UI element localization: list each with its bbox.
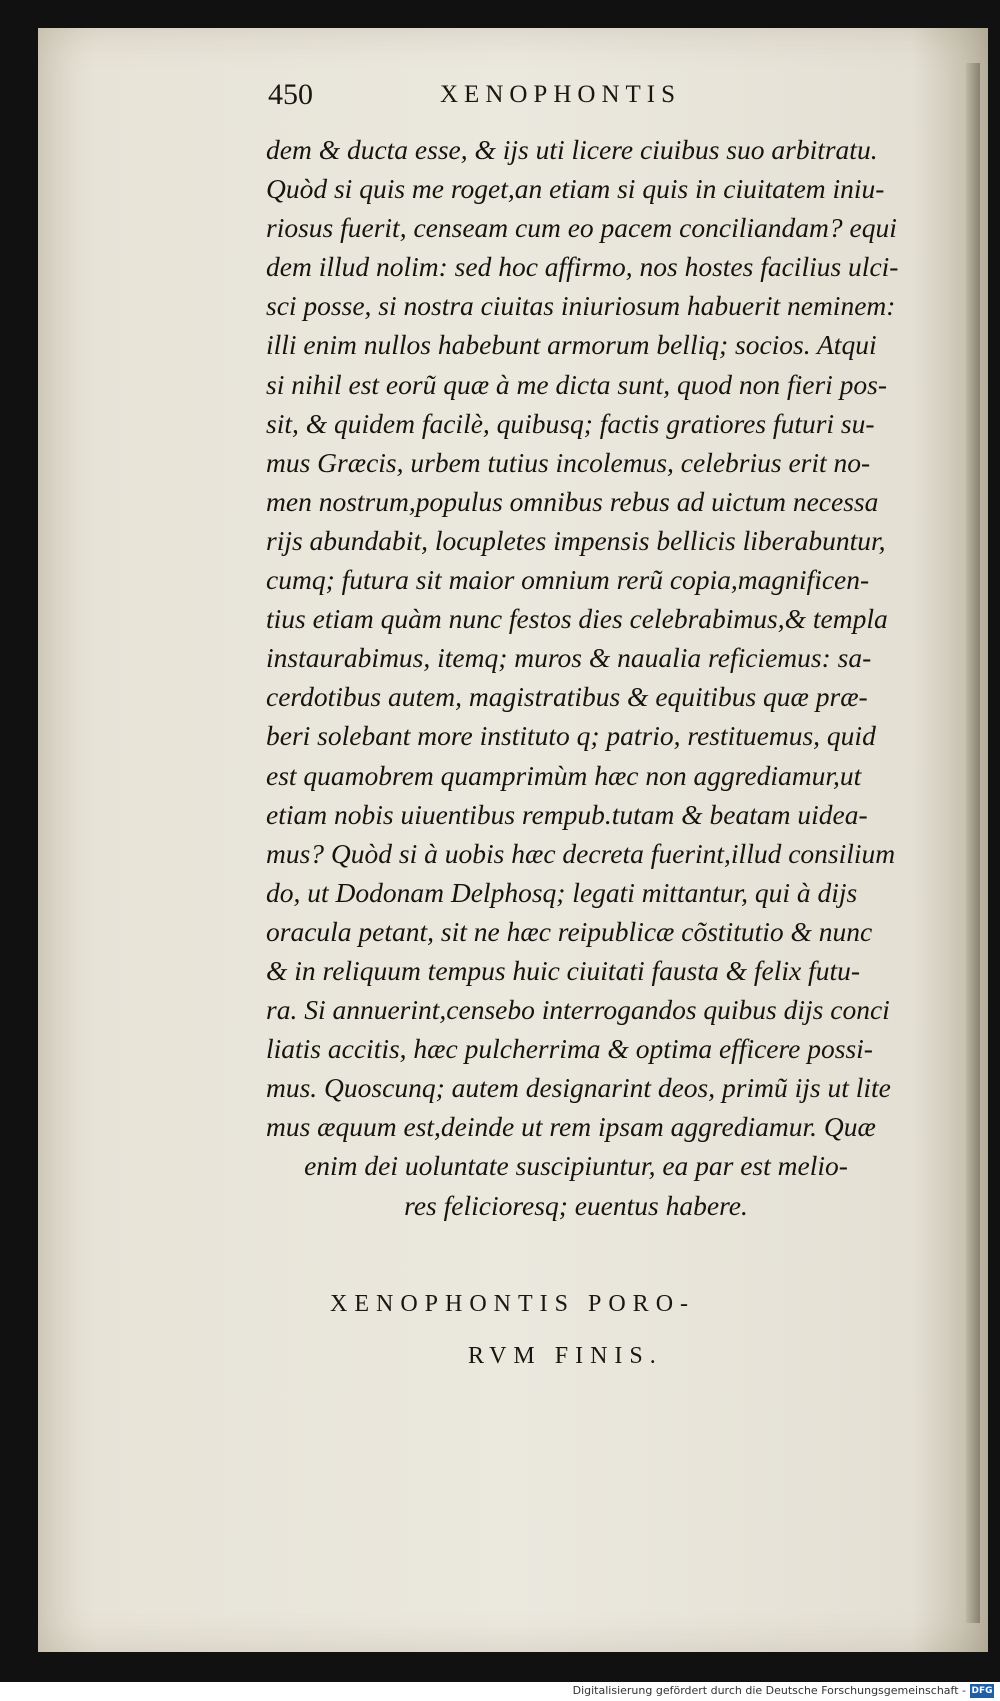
colophon — [330, 1278, 830, 1382]
text-line: est quamobrem quamprimùm hæc non aggrediamur,ut — [266, 759, 862, 791]
text-line: oracula petant, sit ne hæc reipublicæ cõstitutio & nunc — [266, 915, 873, 947]
text-line: dem illud nolim: sed hoc affirmo, nos hostes facilius ulci- — [266, 251, 899, 283]
text-line: tius etiam quàm nunc festos dies celebrabimus,& templa — [266, 603, 888, 635]
colophon-line-1: XENOPHONTIS PORO- — [330, 1291, 696, 1317]
text-line: do, ut Dodonam Delphosq; legati mittantur, qui à dijs — [266, 876, 858, 908]
text-line: mus? Quòd si à uobis hæc decreta fuerint,illud consilium — [266, 837, 896, 869]
dfg-logo-icon: DFG — [971, 1686, 993, 1696]
text-line: illi enim nullos habebunt armorum belliq; socios. Atqui — [266, 329, 877, 361]
colophon-line-2: RVM FINIS. — [468, 1343, 663, 1369]
body-text — [266, 130, 942, 1225]
text-line: cumq; futura sit maior omnium rerũ copia,magnificen- — [266, 564, 870, 596]
funding-credit: Digitalisierung gefördert durch die Deutsche Forschungsgemeinschaft - — [572, 1684, 966, 1697]
text-line: mus Græcis, urbem tutius incolemus, celebrius erit no- — [266, 446, 871, 478]
running-head: XENOPHONTIS — [440, 81, 681, 108]
text-line: si nihil est eorũ quæ à me dicta sunt, quod non fieri pos- — [266, 368, 888, 400]
page-edge-shadow — [966, 63, 980, 1623]
page-header — [230, 78, 750, 118]
text-line: etiam nobis uiuentibus rempub.tutam & beatam uidea- — [266, 798, 868, 830]
text-line: sci posse, si nostra ciuitas iniuriosum habuerit neminem: — [266, 290, 896, 322]
text-line: dem & ducta esse, & ijs uti licere ciuibus suo arbitratu. — [266, 134, 878, 165]
text-line: instaurabimus, itemq; muros & naualia reficiemus: sa- — [266, 642, 872, 674]
text-line: sit, & quidem facilè, quibusq; factis gratiores futuri su- — [266, 407, 875, 439]
text-line: cerdotibus autem, magistratibus & equitibus quæ præ- — [266, 681, 868, 713]
text-line: men nostrum,populus omnibus rebus ad uictum necessa — [266, 485, 879, 517]
page-number: 450 — [268, 78, 313, 111]
text-line: beri solebant more instituto q; patrio, restituemus, quid — [266, 720, 876, 752]
text-line: rijs abundabit, locupletes impensis bellicis liberabuntur, — [266, 524, 886, 556]
closing-text-line: enim dei uoluntate suscipiuntur, ea par est melio- — [304, 1150, 848, 1182]
text-line: Quòd si quis me roget,an etiam si quis in ciuitatem iniu- — [266, 173, 885, 205]
text-line: & in reliquum tempus huic ciuitati fausta & felix futu- — [266, 954, 860, 986]
text-line: liatis accitis, hæc pulcherrima & optima efficere possi- — [266, 1033, 873, 1065]
text-line: mus. Quoscunq; autem designarint deos, primũ ijs ut lite — [266, 1072, 891, 1104]
text-line: riosus fuerit, censeam cum eo pacem conciliandam? equi — [266, 212, 897, 244]
closing-text-line: res felicioresq; euentus habere. — [404, 1189, 748, 1221]
text-line: mus æquum est,deinde ut rem ipsam aggrediamur. Quæ — [266, 1111, 876, 1143]
text-line: ra. Si annuerint,censebo interrogandos quibus dijs conci — [266, 994, 890, 1026]
